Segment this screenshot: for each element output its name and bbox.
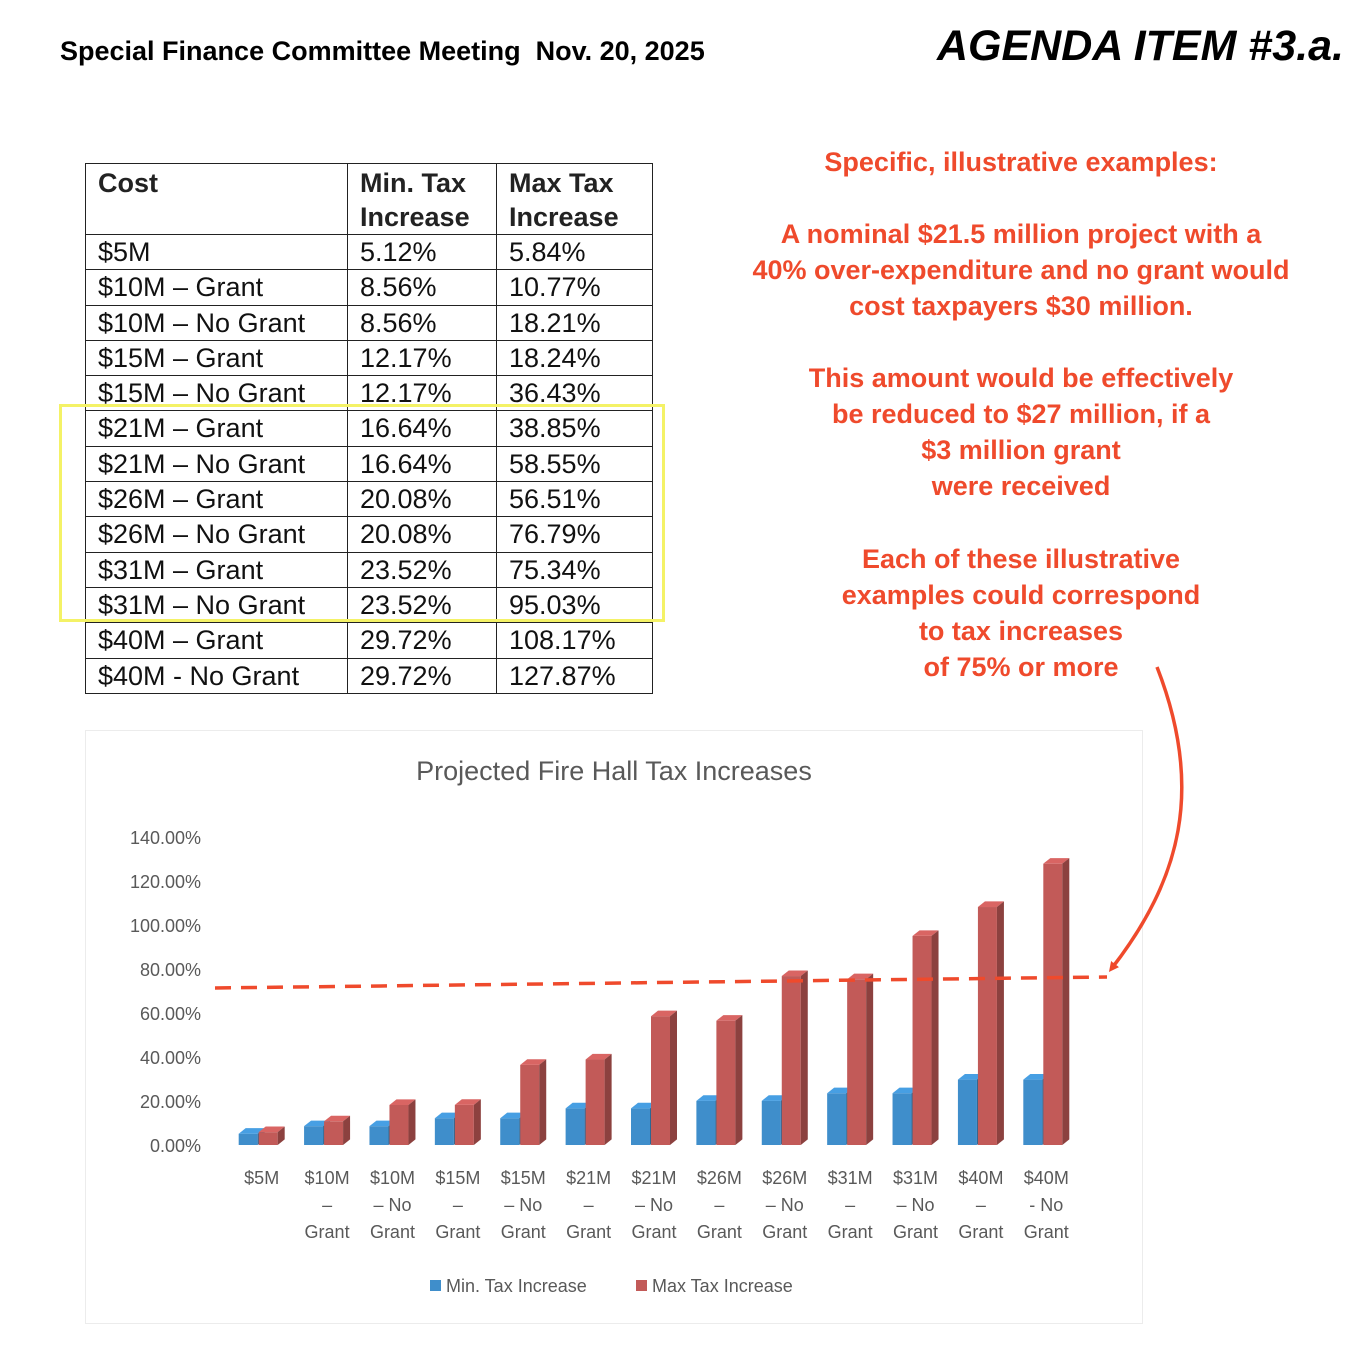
- cell-cost: $26M – Grant: [86, 482, 348, 517]
- cell-max-tax: 5.84%: [497, 235, 653, 270]
- x-tick-label: $15M: [500, 1168, 546, 1188]
- x-tick-label: –: [845, 1195, 856, 1215]
- cell-max-tax: 18.24%: [497, 340, 653, 375]
- x-tick-label: $21M: [631, 1168, 677, 1188]
- x-tick-label: –: [583, 1195, 594, 1215]
- cell-cost: $40M - No Grant: [86, 658, 348, 693]
- x-tick-label: – No: [373, 1195, 412, 1215]
- cell-max-tax: 56.51%: [497, 482, 653, 517]
- meeting-title: Special Finance Committee Meeting Nov. 20, 2025: [60, 36, 705, 66]
- x-tick-label: $21M: [566, 1168, 612, 1188]
- x-tick-label: – No: [896, 1195, 935, 1215]
- y-tick-label: 80.00%: [139, 960, 201, 980]
- cell-min-tax: 12.17%: [348, 376, 497, 411]
- threshold-dashed-line: [215, 977, 1107, 988]
- y-tick-label: 100.00%: [129, 916, 201, 936]
- cell-min-tax: 20.08%: [348, 517, 497, 552]
- cell-cost: $5M: [86, 235, 348, 270]
- cell-min-tax: 12.17%: [348, 340, 497, 375]
- bar-max-tax: [259, 1127, 285, 1145]
- cell-max-tax: 75.34%: [497, 552, 653, 587]
- legend-swatch: [430, 1280, 441, 1291]
- cell-min-tax: 29.72%: [348, 623, 497, 658]
- bar-max-tax: [1043, 858, 1069, 1145]
- x-tick-label: $10M: [304, 1168, 350, 1188]
- header-cost: Cost: [86, 164, 348, 235]
- cell-max-tax: 38.85%: [497, 411, 653, 446]
- legend-label: Min. Tax Increase: [446, 1276, 587, 1296]
- x-tick-label: $15M: [435, 1168, 481, 1188]
- y-tick-label: 0.00%: [149, 1136, 201, 1156]
- y-tick-label: 120.00%: [129, 872, 201, 892]
- cell-cost: $31M – Grant: [86, 552, 348, 587]
- cell-min-tax: 8.56%: [348, 305, 497, 340]
- legend-swatch: [636, 1280, 647, 1291]
- bar-max-tax: [586, 1054, 612, 1145]
- example-paragraph-1: A nominal $21.5 million project with a 40% over-expenditure and no grant would cost taxpayers $30 million.: [752, 219, 1290, 321]
- x-tick-label: –: [975, 1195, 986, 1215]
- x-tick-label: $31M: [893, 1168, 939, 1188]
- bar-max-tax: [324, 1116, 350, 1145]
- x-tick-label: Grant: [631, 1222, 677, 1242]
- bar-max-tax: [847, 974, 873, 1145]
- cell-max-tax: 127.87%: [497, 658, 653, 693]
- y-tick-label: 60.00%: [139, 1004, 201, 1024]
- cell-cost: $21M – No Grant: [86, 446, 348, 481]
- example-paragraph-2: This amount would be effectively be reduced to $27 million, if a $3 million grant were received: [808, 363, 1234, 501]
- bar-max-tax: [520, 1059, 546, 1145]
- cell-cost: $15M – No Grant: [86, 376, 348, 411]
- cell-max-tax: 108.17%: [497, 623, 653, 658]
- x-tick-label: – No: [634, 1195, 674, 1215]
- cell-max-tax: 95.03%: [497, 587, 653, 622]
- bar-max-tax: [455, 1099, 481, 1145]
- x-tick-label: $40M: [958, 1168, 1004, 1188]
- header-max-tax: Max Tax Increase: [497, 164, 653, 235]
- x-tick-label: Grant: [304, 1222, 350, 1242]
- cell-max-tax: 58.55%: [497, 446, 653, 481]
- x-tick-label: – No: [504, 1195, 543, 1215]
- cell-cost: $40M – Grant: [86, 623, 348, 658]
- annotation-arrow: [1112, 667, 1182, 968]
- x-tick-label: Grant: [893, 1222, 939, 1242]
- x-tick-label: – No: [765, 1195, 804, 1215]
- x-tick-label: Grant: [958, 1222, 1004, 1242]
- cell-min-tax: 23.52%: [348, 587, 497, 622]
- x-tick-label: –: [322, 1195, 333, 1215]
- cell-min-tax: 20.08%: [348, 482, 497, 517]
- cell-min-tax: 16.64%: [348, 446, 497, 481]
- cell-cost: $26M – No Grant: [86, 517, 348, 552]
- x-tick-label: $26M: [696, 1168, 742, 1188]
- legend-max-tax: [636, 1276, 793, 1296]
- x-tick-label: –: [714, 1195, 725, 1215]
- bar-max-tax: [651, 1011, 677, 1145]
- example-paragraph-3: Each of these illustrative examples could correspond to tax increases of 75% or more: [841, 544, 1201, 682]
- bar-max-tax: [389, 1099, 415, 1145]
- x-tick-label: Grant: [369, 1222, 415, 1242]
- bar-max-tax: [978, 901, 1004, 1145]
- cell-cost: $15M – Grant: [86, 340, 348, 375]
- x-tick-label: –: [452, 1195, 463, 1215]
- cell-min-tax: 5.12%: [348, 235, 497, 270]
- x-tick-label: Grant: [435, 1222, 481, 1242]
- x-tick-label: Grant: [827, 1222, 873, 1242]
- x-tick-label: $10M: [369, 1168, 415, 1188]
- cell-cost: $10M – Grant: [86, 270, 348, 305]
- cell-min-tax: 8.56%: [348, 270, 497, 305]
- legend-min-tax: [430, 1276, 587, 1296]
- cell-max-tax: 18.21%: [497, 305, 653, 340]
- y-tick-label: 20.00%: [139, 1092, 201, 1112]
- cell-min-tax: 16.64%: [348, 411, 497, 446]
- y-tick-label: 140.00%: [129, 828, 201, 848]
- x-tick-label: Grant: [566, 1222, 612, 1242]
- bar-max-tax: [716, 1015, 742, 1145]
- cell-max-tax: 36.43%: [497, 376, 653, 411]
- legend-label: Max Tax Increase: [652, 1276, 793, 1296]
- chart-title: Projected Fire Hall Tax Increases: [416, 756, 812, 786]
- x-tick-label: $31M: [827, 1168, 873, 1188]
- x-tick-label: Grant: [696, 1222, 742, 1242]
- x-tick-label: Grant: [1023, 1222, 1069, 1242]
- examples-heading: Specific, illustrative examples:: [824, 147, 1218, 177]
- bar-max-tax: [782, 970, 808, 1145]
- x-tick-label: $5M: [244, 1168, 280, 1188]
- cell-max-tax: 76.79%: [497, 517, 653, 552]
- x-tick-label: Grant: [500, 1222, 546, 1242]
- cell-max-tax: 10.77%: [497, 270, 653, 305]
- x-tick-label: $26M: [762, 1168, 808, 1188]
- y-tick-label: 40.00%: [139, 1048, 201, 1068]
- agenda-item-label: AGENDA ITEM #3.a.: [937, 22, 1344, 70]
- x-tick-label: Grant: [762, 1222, 808, 1242]
- x-tick-label: $40M: [1023, 1168, 1069, 1188]
- cell-min-tax: 23.52%: [348, 552, 497, 587]
- cell-cost: $31M – No Grant: [86, 587, 348, 622]
- header-min-tax: Min. Tax Increase: [348, 164, 497, 235]
- cell-cost: $21M – Grant: [86, 411, 348, 446]
- cell-cost: $10M – No Grant: [86, 305, 348, 340]
- bar-max-tax: [913, 930, 939, 1145]
- cell-min-tax: 29.72%: [348, 658, 497, 693]
- x-tick-label: - No: [1029, 1195, 1064, 1215]
